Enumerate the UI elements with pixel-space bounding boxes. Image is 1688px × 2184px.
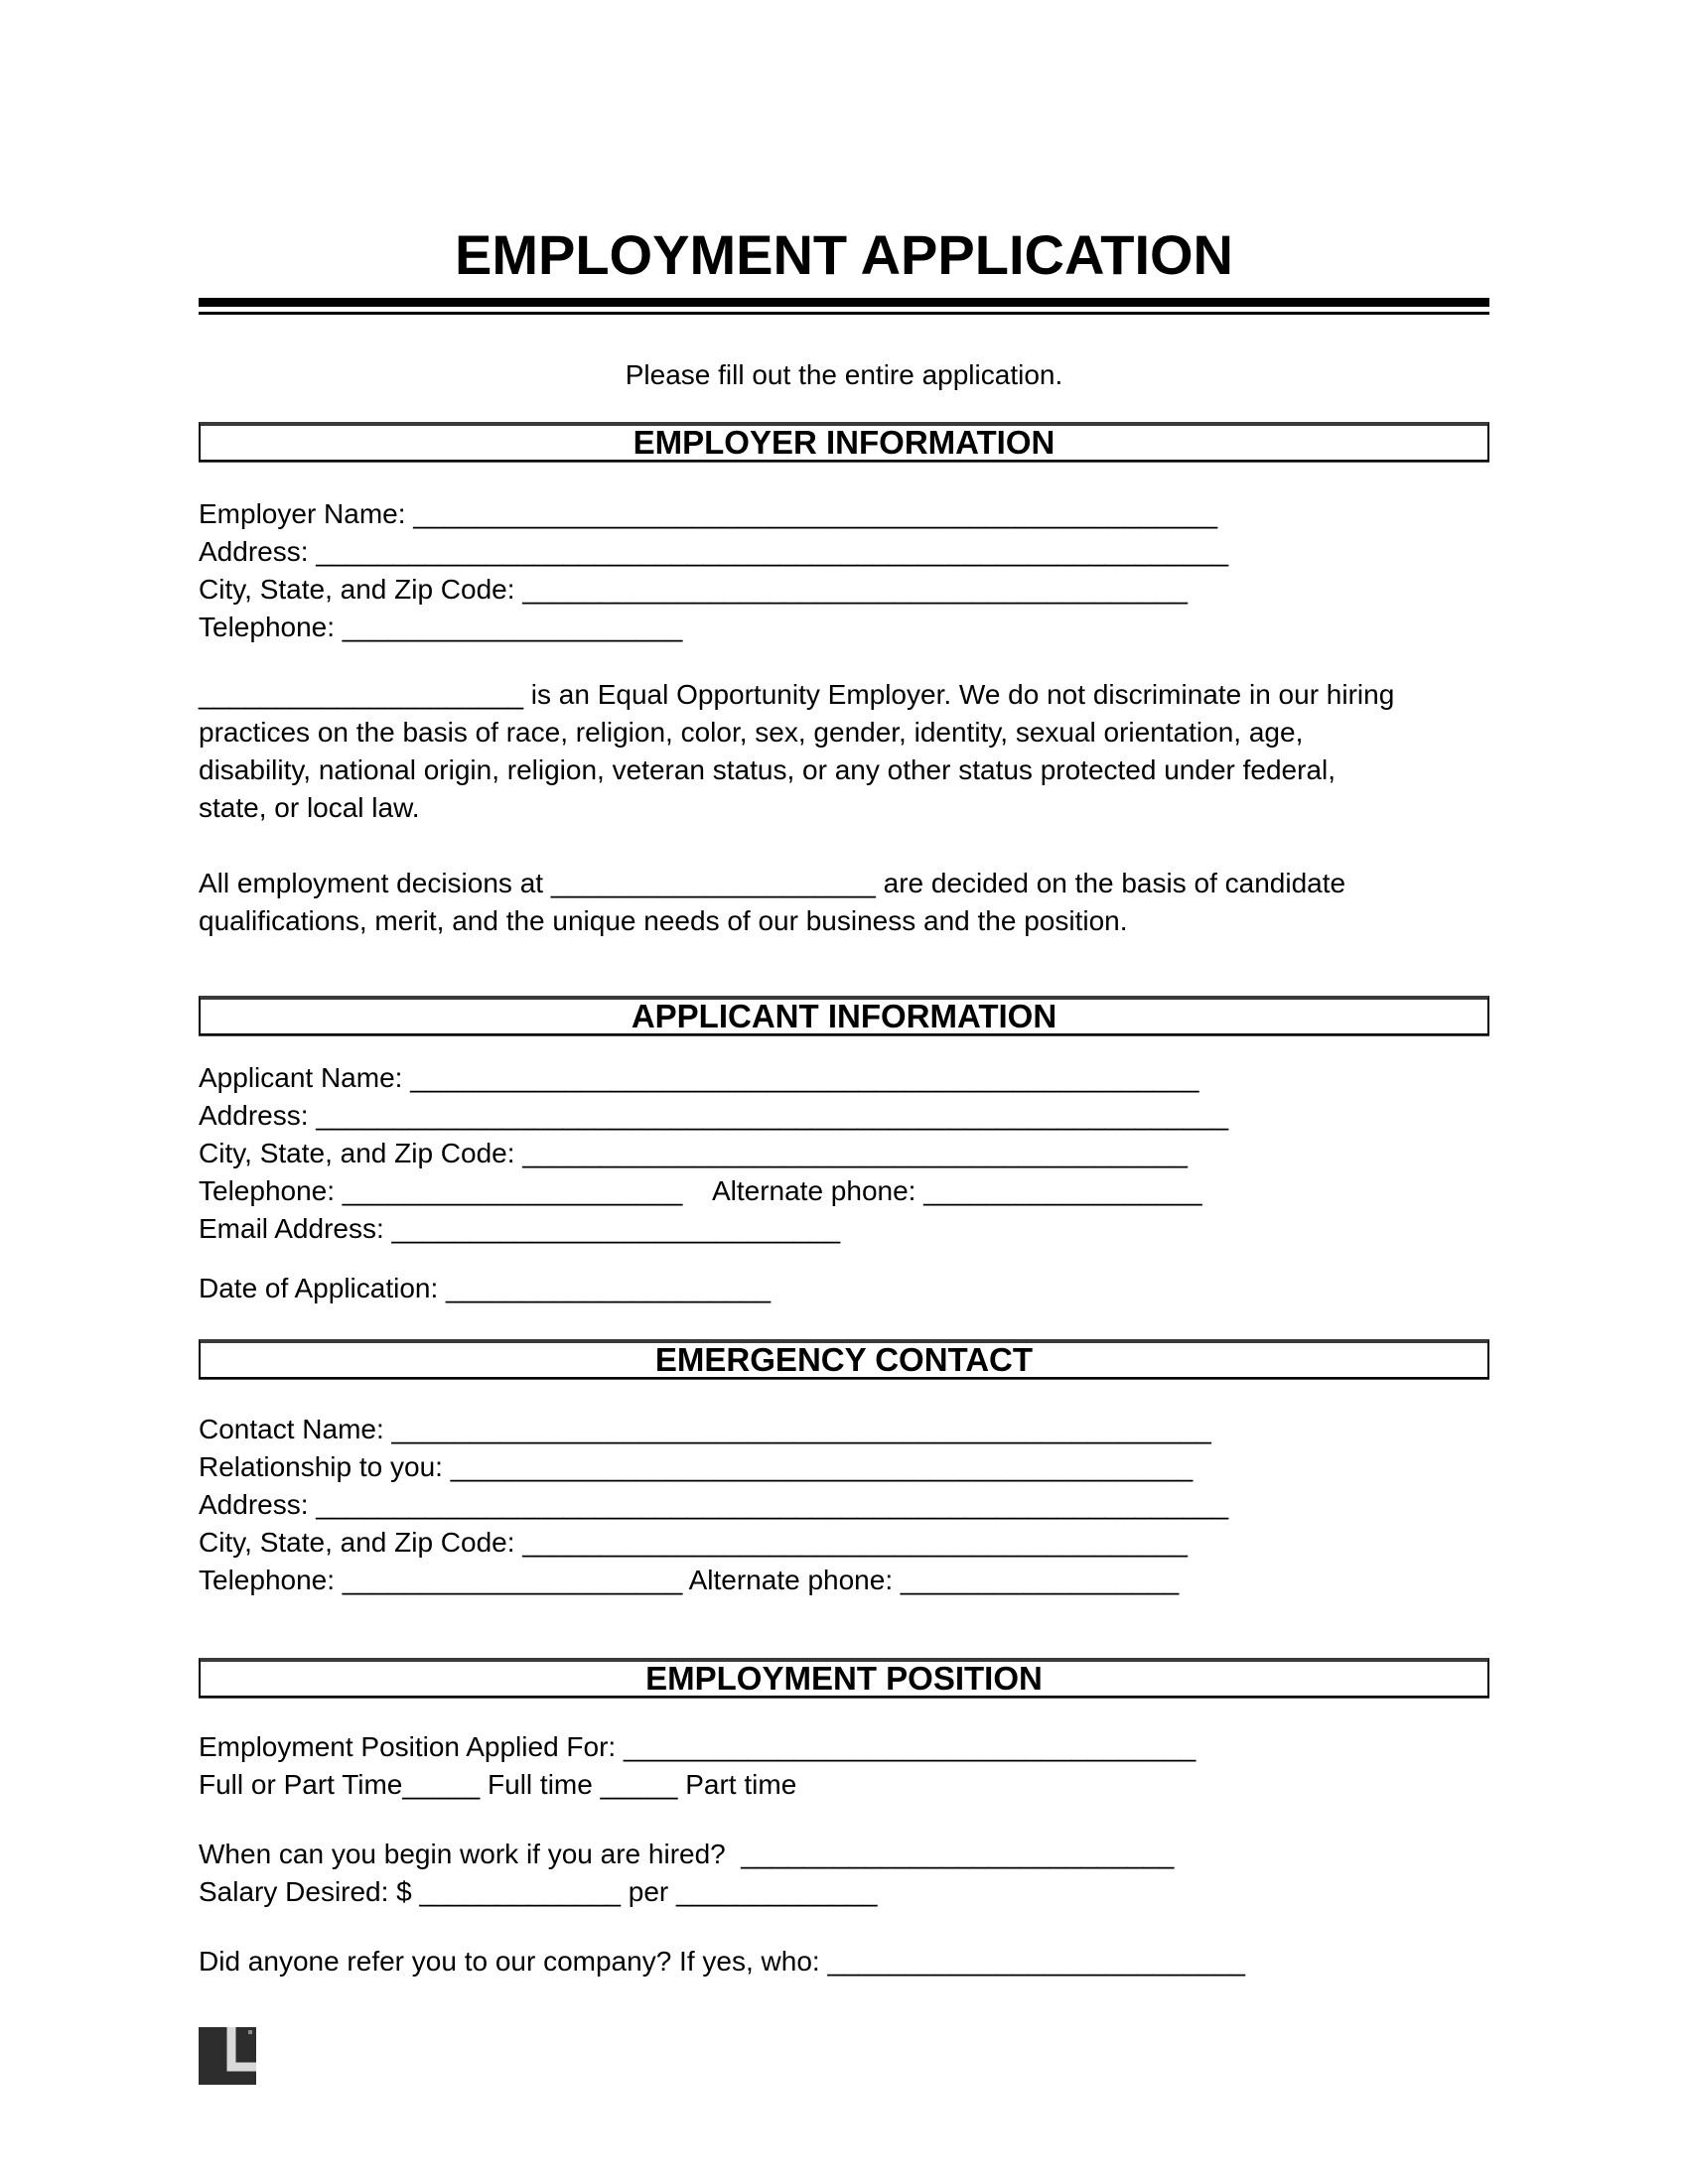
field-employer-address: Address: ___________________________________________________________ <box>199 536 1229 567</box>
field-employer-telephone: Telephone: ______________________ <box>199 612 683 642</box>
employment-decisions-line: qualifications, merit, and the unique needs of our business and the position. <box>199 905 1128 936</box>
eeo-statement-line: _____________________ is an Equal Opportunity Employer. We do not discriminate in our hiring <box>199 679 1395 710</box>
field-salary-desired: Salary Desired: $ _____________ per _____________ <box>199 1876 878 1907</box>
position-referral-fields <box>199 1943 1489 1980</box>
title-rule-thin <box>199 312 1489 315</box>
field-applicant-email: Email Address: _____________________________ <box>199 1213 841 1244</box>
page-title: EMPLOYMENT APPLICATION <box>455 223 1233 286</box>
field-employer-city-state-zip: City, State, and Zip Code: ___________________________________________ <box>199 574 1188 605</box>
position-primary-fields <box>199 1728 1489 1804</box>
field-full-or-part-time: Full or Part Time_____ Full time _____ Part time <box>199 1769 797 1800</box>
section-header-emergency-label: EMERGENCY CONTACT <box>654 1341 1034 1378</box>
field-applicant-city-state-zip: City, State, and Zip Code: ___________________________________________ <box>199 1138 1188 1168</box>
eeo-statement-line: practices on the basis of race, religion, color, sex, gender, identity, sexual orientation, age, <box>199 717 1304 748</box>
section-header-applicant-label: APPLICANT INFORMATION <box>631 998 1057 1034</box>
field-emergency-city-state-zip: City, State, and Zip Code: ___________________________________________ <box>199 1527 1188 1558</box>
field-applicant-name: Applicant Name: ___________________________________________________ <box>199 1062 1199 1093</box>
field-date-of-application: Date of Application: _____________________ <box>199 1273 772 1303</box>
footer-logo <box>199 2027 256 2085</box>
position-schedule-fields <box>199 1836 1489 1911</box>
section-header-applicant-information <box>199 996 1489 1035</box>
section-header-employer-label: EMPLOYER INFORMATION <box>633 424 1055 461</box>
eeo-statement-paragraph <box>199 676 1489 827</box>
employment-decisions-line: All employment decisions at _____________________ are decided on the basis of candidate <box>199 868 1346 898</box>
field-emergency-contact-name: Contact Name: _____________________________________________________ <box>199 1414 1211 1444</box>
field-position-applied-for: Employment Position Applied For: _____________________________________ <box>199 1731 1196 1762</box>
section-header-employer-information <box>199 422 1489 462</box>
field-applicant-address: Address: ___________________________________________________________ <box>199 1100 1229 1131</box>
field-emergency-phones: Telephone: ______________________ Alternate phone: __________________ <box>199 1565 1180 1595</box>
employment-decisions-paragraph <box>199 865 1489 940</box>
eeo-statement-line: state, or local law. <box>199 792 420 823</box>
employer-fields <box>199 495 1489 646</box>
section-header-position-label: EMPLOYMENT POSITION <box>645 1660 1043 1697</box>
applicant-fields <box>199 1059 1489 1248</box>
field-emergency-relationship: Relationship to you: ________________________________________________ <box>199 1451 1194 1482</box>
emergency-contact-fields <box>199 1411 1489 1599</box>
section-header-emergency-contact <box>199 1339 1489 1379</box>
title-rule-thick <box>199 298 1489 307</box>
fill-out-instruction: Please fill out the entire application. <box>625 359 1063 390</box>
section-header-employment-position <box>199 1658 1489 1698</box>
legaltemplates-logo-icon <box>199 2027 256 2085</box>
field-referral: Did anyone refer you to our company? If yes, who: ___________________________ <box>199 1946 1245 1977</box>
field-applicant-phones: Telephone: ______________________ Alternate phone: __________________ <box>199 1175 1202 1206</box>
field-emergency-address: Address: ___________________________________________________________ <box>199 1489 1229 1520</box>
field-employer-name: Employer Name: ____________________________________________________ <box>199 498 1218 529</box>
field-begin-work-date: When can you begin work if you are hired? ____________________________ <box>199 1839 1175 1869</box>
eeo-statement-line: disability, national origin, religion, veteran status, or any other status protected under federal, <box>199 754 1336 785</box>
